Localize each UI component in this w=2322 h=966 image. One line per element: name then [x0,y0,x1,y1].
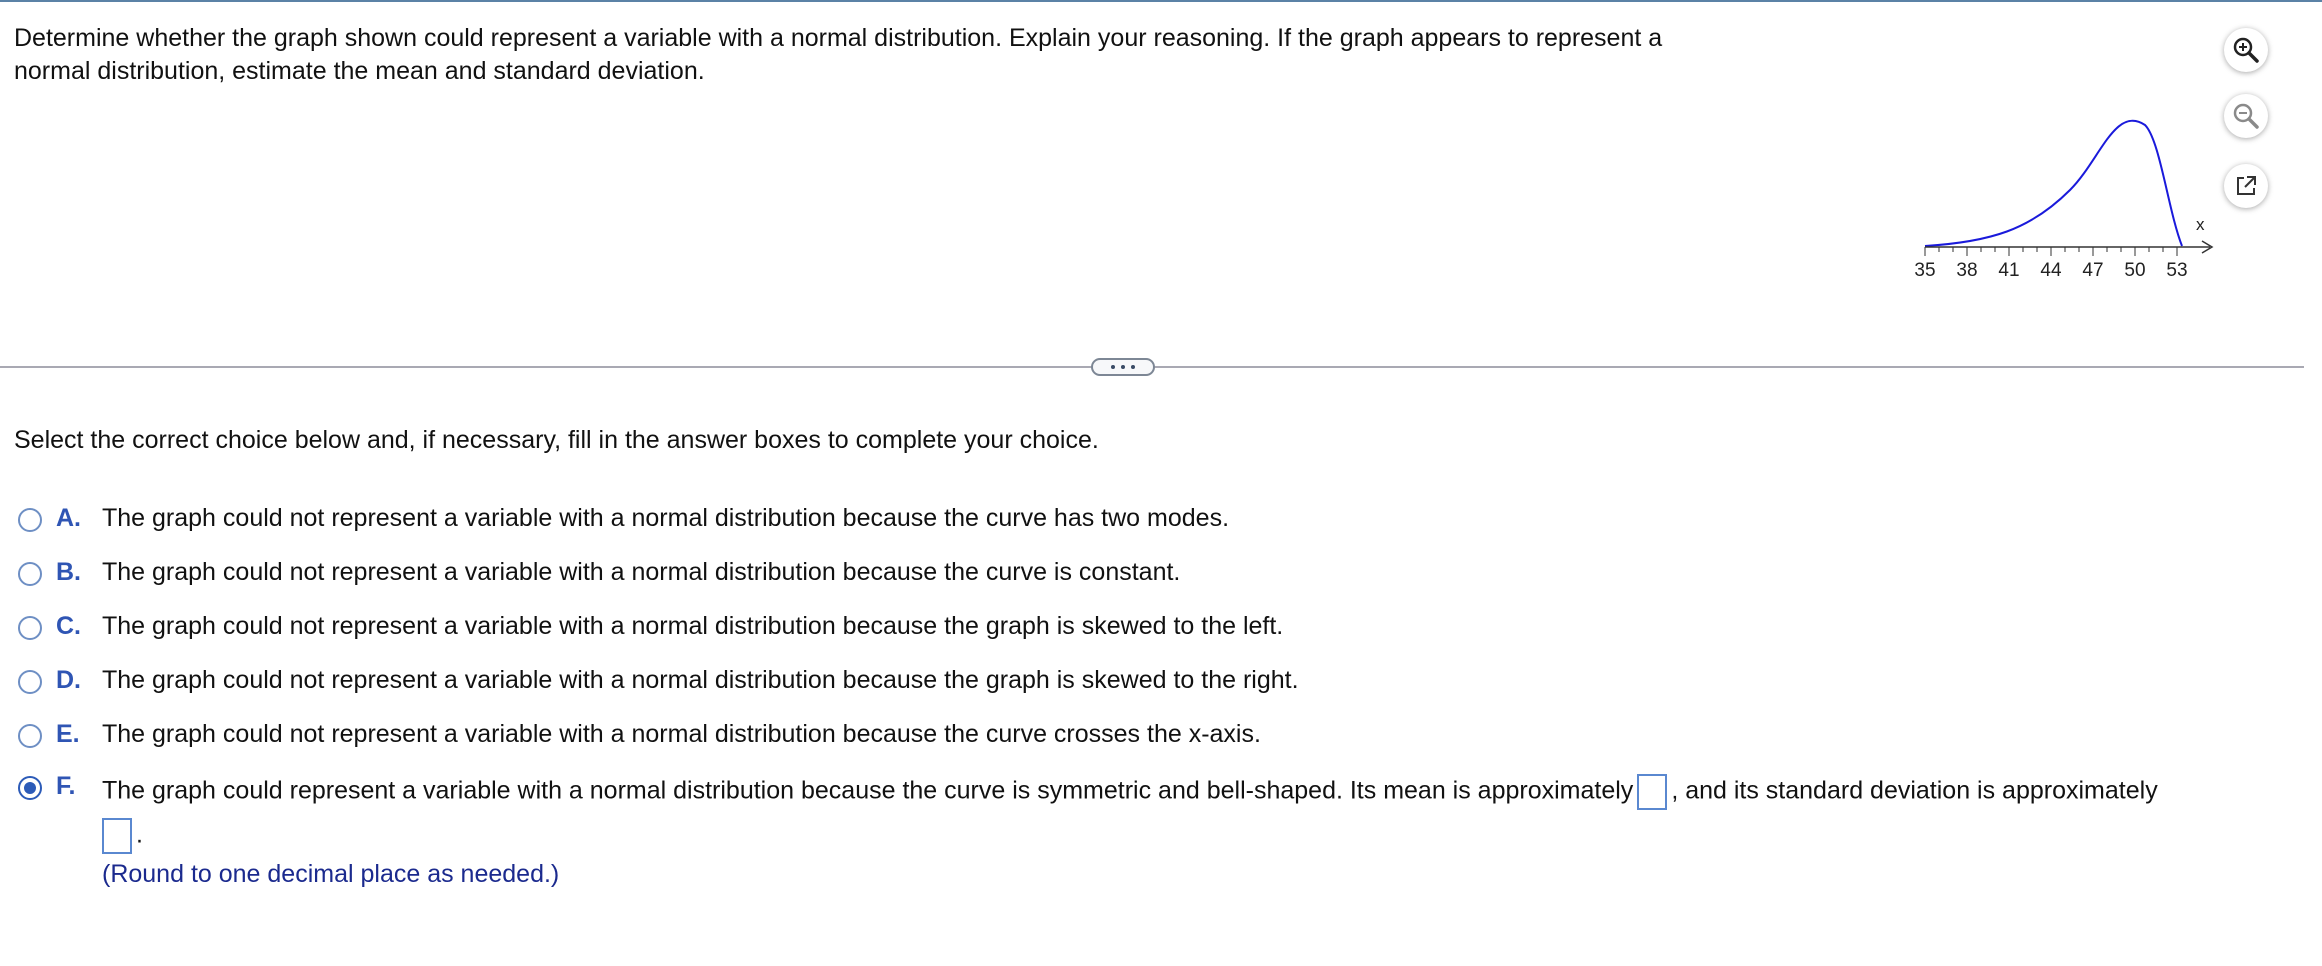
choice-text: The graph could not represent a variable with a normal distribution because the curve has two modes. [102,504,1230,532]
x-axis-label: x [2196,215,2205,234]
top-rule [0,0,2322,2]
choice-f[interactable] [0,772,2322,862]
radio-d[interactable] [18,670,42,694]
tick-label-41: 41 [1998,260,2020,281]
tick-label-38: 38 [1956,260,1978,281]
choice-text: The graph could not represent a variable with a normal distribution because the curve crosses the x-axis. [102,720,1261,748]
zoom-in-button[interactable] [2224,28,2268,72]
radio-e[interactable] [18,724,42,748]
choice-text-middle: , and its standard deviation is approximately [1671,776,2158,805]
choice-c[interactable] [0,610,2322,650]
zoom-out-icon [2232,102,2260,130]
std-dev-input[interactable] [102,818,132,854]
radio-a[interactable] [18,508,42,532]
radio-b[interactable] [18,562,42,586]
choice-a[interactable] [0,502,2322,542]
question-line-1: Determine whether the graph shown could represent a variable with a normal distribution. Explain your reasoning. If the graph appears to represent a [14,24,1663,52]
question-line-2: normal distribution, estimate the mean and standard deviation. [14,57,705,85]
density-curve [1925,121,2182,246]
distribution-graph [1900,110,2230,290]
tick-label-50: 50 [2124,260,2146,281]
choice-text-end: . [136,820,143,849]
choice-f-text [102,774,2158,810]
choice-letter: A. [56,504,81,532]
tick-label-47: 47 [2082,260,2104,281]
choice-letter: E. [56,720,80,748]
rounding-hint: (Round to one decimal place as needed.) [102,860,560,888]
popout-icon [2233,173,2259,199]
ellipsis-icon [1111,365,1115,369]
choice-b[interactable] [0,556,2322,596]
choice-text: The graph could represent a variable with a normal distribution because the curve is symmetric and bell-shaped. Its mean is approximately [102,776,1634,805]
choice-text: The graph could not represent a variable with a normal distribution because the curve is constant. [102,558,1181,586]
x-axis-ticks [1925,247,2177,256]
choice-letter: F. [56,772,76,800]
mean-input[interactable] [1637,774,1667,810]
choice-d[interactable] [0,664,2322,704]
choice-letter: B. [56,558,81,586]
expand-more-button[interactable] [1091,358,1155,376]
choice-f-text-line2 [102,818,143,854]
tick-label-35: 35 [1914,260,1936,281]
choice-e[interactable] [0,718,2322,758]
radio-c[interactable] [18,616,42,640]
zoom-out-button[interactable] [2224,94,2268,138]
tick-label-53: 53 [2166,260,2188,281]
choice-text: The graph could not represent a variable with a normal distribution because the graph is skewed to the right. [102,666,1299,694]
instruction-text: Select the correct choice below and, if necessary, fill in the answer boxes to complete your choice. [14,426,1099,454]
question-text [14,22,1794,88]
choice-letter: D. [56,666,81,694]
zoom-in-icon [2232,36,2260,64]
popout-button[interactable] [2224,164,2268,208]
choice-text: The graph could not represent a variable with a normal distribution because the graph is skewed to the left. [102,612,1284,640]
tick-label-44: 44 [2040,260,2062,281]
choice-letter: C. [56,612,81,640]
radio-f[interactable] [18,776,42,800]
